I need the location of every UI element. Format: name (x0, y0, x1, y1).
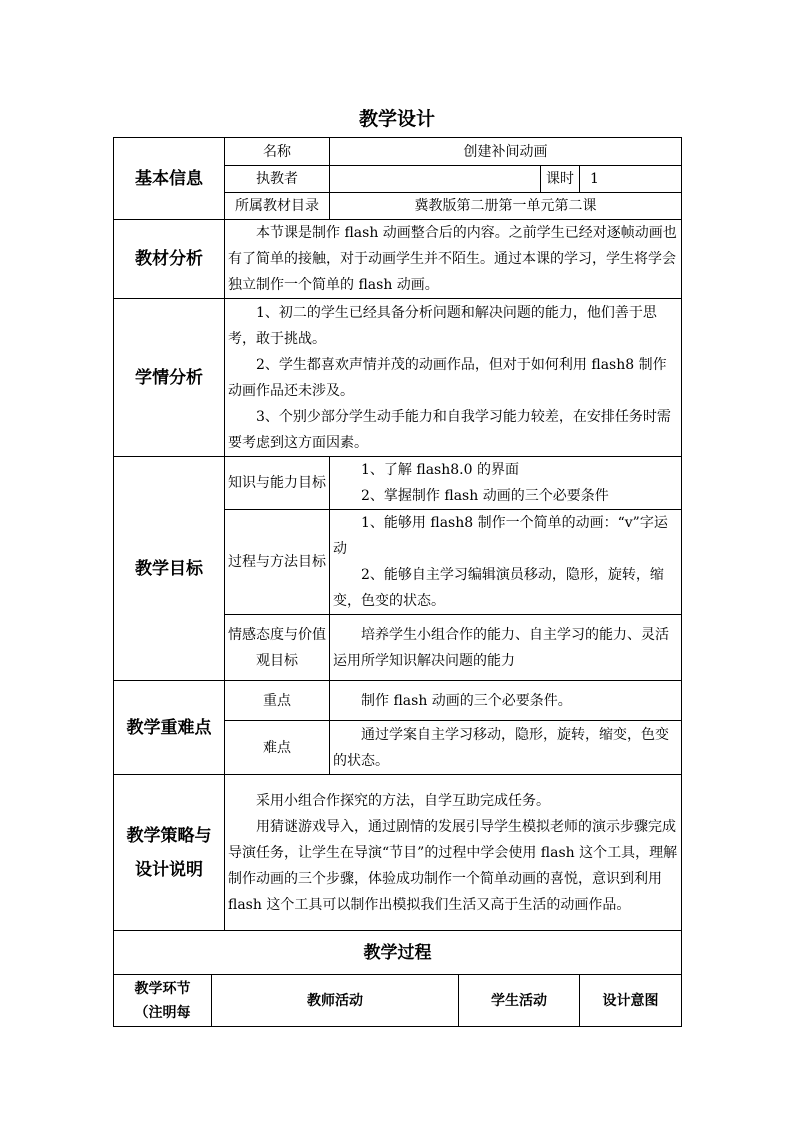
knowledge-p2: 2、掌握制作 flash 动画的三个必要条件 (361, 488, 609, 504)
textbook-analysis-text: 本节课是制作 flash 动画整合后的内容。之前学生已经对逐帧动画也有了简单的接触，对于动画学生并不陌生。通过本课的学习，学生将学会独立制作一个简单的 flash 动画。 (228, 225, 677, 293)
process-method-label: 过程与方法目标 (225, 510, 330, 615)
period-label: 课时 (541, 166, 580, 193)
teacher-label: 执教者 (225, 166, 330, 193)
key-point-text: 制作 flash 动画的三个必要条件。 (361, 692, 572, 709)
process-method-p1: 1、能够用 flash8 制作一个简单的动画：“v”字运动 (333, 515, 668, 557)
student-analysis-p1: 1、初二的学生已经具备分析问题和解决问题的能力，他们善于思考，敢于挑战。 (228, 304, 657, 347)
teaching-goals-header: 教学目标 (114, 457, 225, 681)
column-design-intent: 设计意图 (580, 975, 682, 1027)
column-student-activity: 学生活动 (459, 975, 580, 1027)
basic-info-header: 基本信息 (114, 138, 225, 220)
page-title: 教学设计 (358, 108, 435, 130)
period-value: 1 (580, 166, 682, 193)
student-analysis-header: 学情分析 (114, 299, 225, 457)
emotion-label: 情感态度与价值观目标 (225, 615, 330, 681)
name-label: 名称 (225, 138, 330, 166)
key-point-label: 重点 (225, 681, 330, 721)
teacher-value (330, 166, 541, 193)
column-teaching-step: 教学环节（注明每 (114, 975, 212, 1027)
difficult-point-text: 通过学案自主学习移动，隐形，旋转，缩变，色变的状态。 (333, 726, 669, 769)
column-teacher-activity: 教师活动 (212, 975, 459, 1027)
strategy-header: 教学策略与设计说明 (114, 775, 225, 931)
strategy-p1: 采用小组合作探究的方法，自学互助完成任务。 (256, 792, 550, 809)
difficult-point-label: 难点 (225, 721, 330, 775)
strategy-p2: 用猜谜游戏导入，通过剧情的发展引导学生模拟老师的演示步骤完成导演任务，让学生在导演“节目”的过程中学会使用 flash 这个工具，理解制作动画的三个步骤，体验成功制作一个简单动画的喜悦，意识到利用 flash 这个工具可以制作出模拟我们生活又高于生活的动画作品。 (228, 818, 678, 913)
process-method-p2: 2、能够自主学习编辑演员移动，隐形，旋转，缩变，色变的状态。 (333, 567, 664, 609)
name-value: 创建补间动画 (330, 138, 682, 166)
teaching-process-header: 教学过程 (114, 931, 682, 975)
knowledge-p1: 1、了解 flash8.0 的界面 (361, 462, 519, 478)
key-difficult-header: 教学重难点 (114, 681, 225, 775)
emotion-p1: 培养学生小组合作的能力、自主学习的能力、灵活运用所学知识解决问题的能力 (333, 626, 669, 669)
student-analysis-p3: 3、个别少部分学生动手能力和自我学习能力较差，在安排任务时需要考虑到这方面因素。 (228, 408, 671, 451)
catalog-value: 冀教版第二册第一单元第二课 (330, 193, 682, 220)
knowledge-label: 知识与能力目标 (225, 457, 330, 510)
student-analysis-p2: 2、学生都喜欢声情并茂的动画作品，但对于如何利用 flash8 制作动画作品还未涉及。 (228, 356, 667, 399)
catalog-label: 所属教材目录 (225, 193, 330, 220)
lesson-plan-table (113, 137, 682, 1027)
textbook-analysis-header: 教材分析 (114, 220, 225, 299)
